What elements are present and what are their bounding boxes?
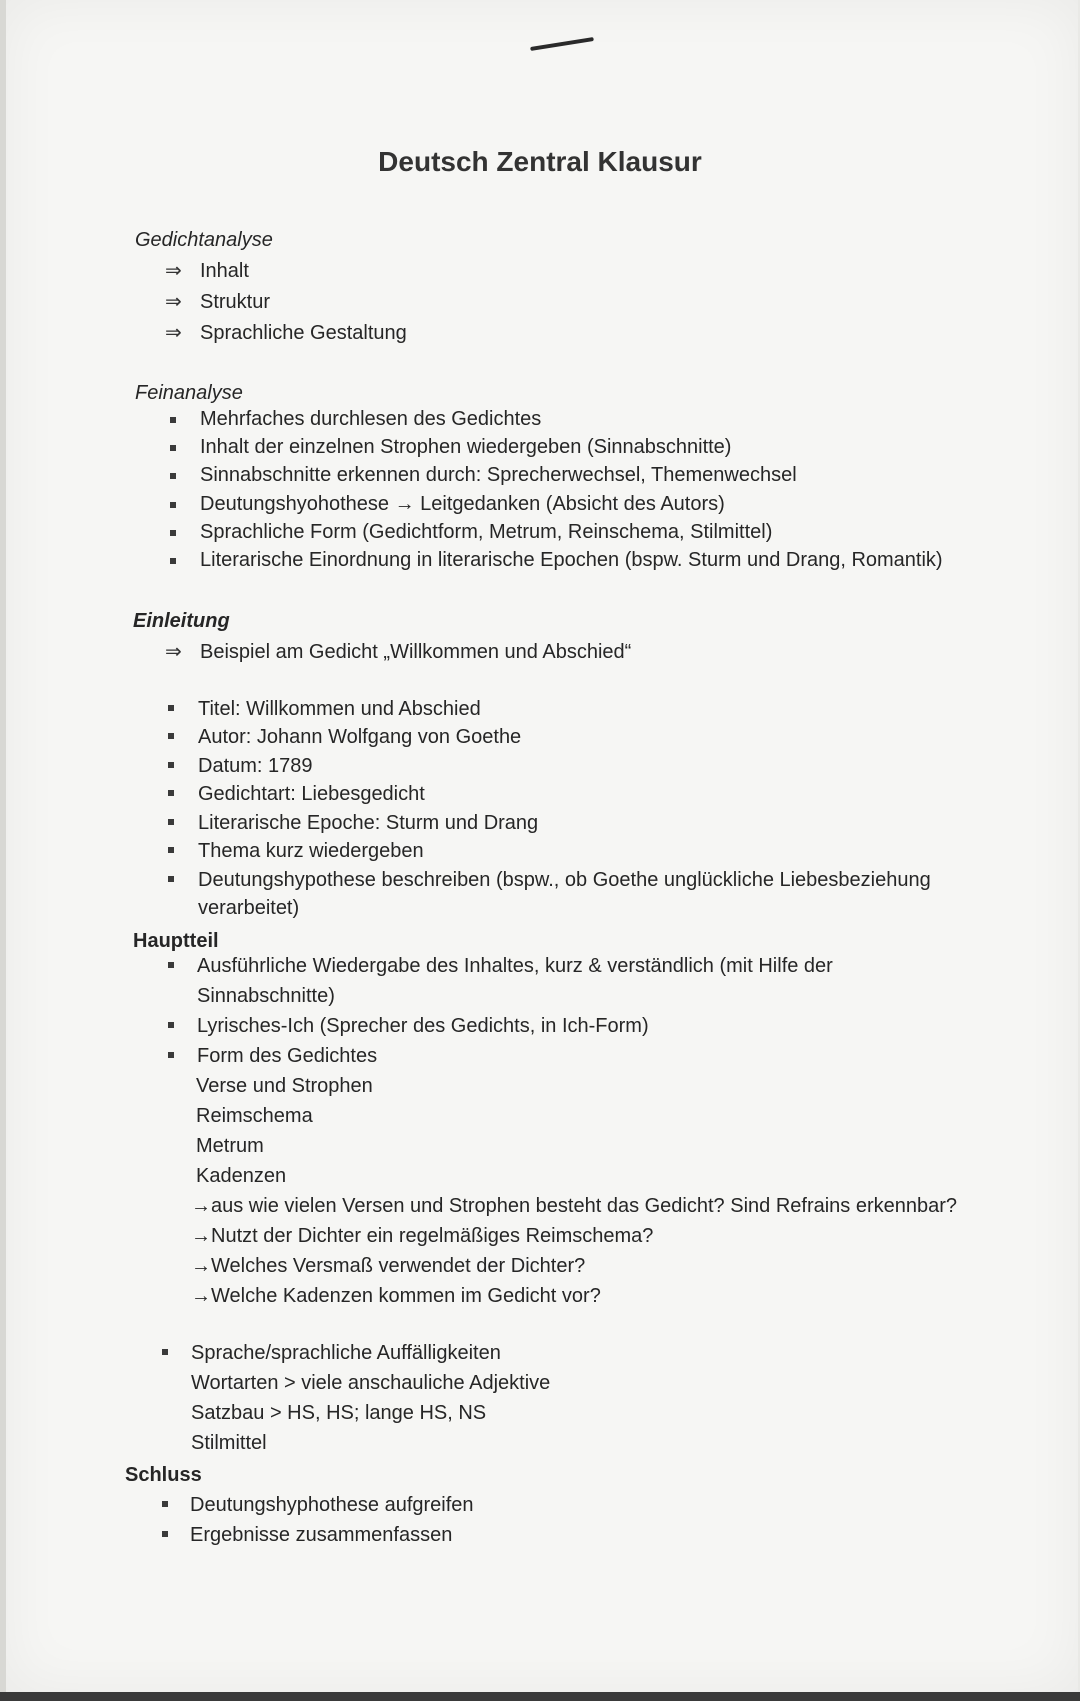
list-item: Datum: 1789: [198, 755, 313, 777]
section-heading-schluss: Schluss: [125, 1464, 202, 1486]
list-item: Thema kurz wiedergeben: [198, 840, 424, 862]
list-item: Form des Gedichtes: [197, 1045, 378, 1067]
bullet-icon: [162, 1531, 168, 1537]
question-line: →Welche Kadenzen kommen im Gedicht vor?: [191, 1285, 601, 1307]
list-item: Deutungshyohothese → Leitgedanken (Absicht des Autors): [200, 493, 725, 515]
question-line: →aus wie vielen Versen und Strophen besteht das Gedicht? Sind Refrains erkennbar?: [191, 1195, 958, 1217]
list-item: Sprachliche Form (Gedichtform, Metrum, Reinschema, Stilmittel): [200, 521, 773, 543]
list-item: Literarische Epoche: Sturm und Drang: [198, 812, 539, 834]
bullet-icon: [168, 847, 174, 853]
bullet-icon: [168, 819, 174, 825]
bullet-icon: [168, 762, 174, 768]
bullet-icon: [168, 705, 174, 711]
sprache-line: Stilmittel: [191, 1432, 267, 1454]
bullet-icon: [170, 502, 176, 508]
list-item: Lyrisches-Ich (Sprecher des Gedichts, in Ich-Form): [197, 1015, 649, 1037]
list-item-continuation: verarbeitet): [198, 897, 300, 919]
section-heading-feinanalyse: Feinanalyse: [135, 382, 243, 404]
list-item: Mehrfaches durchlesen des Gedichtes: [200, 408, 542, 430]
page-title: Deutsch Zentral Klausur: [378, 146, 702, 177]
list-item: Inhalt: [200, 260, 249, 282]
bullet-icon: [170, 445, 176, 451]
bullet-icon: [170, 473, 176, 479]
form-line: Reimschema: [196, 1105, 313, 1127]
list-item: Literarische Einordnung in literarische Epochen (bspw. Sturm und Drang, Romantik): [200, 549, 943, 571]
list-item: Struktur: [200, 291, 271, 313]
sprache-line: Wortarten > viele anschauliche Adjektive: [191, 1372, 551, 1394]
list-item: Sprache/sprachliche Auffälligkeiten: [191, 1342, 501, 1364]
bullet-icon: [170, 417, 176, 423]
section-heading-gedichtanalyse: Gedichtanalyse: [135, 229, 273, 251]
double-arrow-icon: ⇒: [165, 322, 182, 344]
sprache-line: Satzbau > HS, HS; lange HS, NS: [191, 1402, 487, 1424]
list-item: Deutungshyphothese aufgreifen: [190, 1494, 474, 1516]
list-item: Deutungshypothese beschreiben (bspw., ob Goethe unglückliche Liebesbeziehung: [198, 869, 931, 891]
bullet-icon: [168, 876, 174, 882]
bullet-icon: [168, 1052, 174, 1058]
list-item: Sprachliche Gestaltung: [200, 322, 407, 344]
list-item: Ergebnisse zusammenfassen: [190, 1524, 453, 1546]
double-arrow-icon: ⇒: [165, 641, 182, 663]
bullet-icon: [162, 1349, 168, 1355]
list-item: Titel: Willkommen und Abschied: [198, 698, 481, 720]
bullet-icon: [170, 530, 176, 536]
example-line: Beispiel am Gedicht „Willkommen und Abschied“: [200, 641, 632, 663]
bullet-icon: [168, 1022, 174, 1028]
bullet-icon: [168, 962, 174, 968]
section-heading-hauptteil: Hauptteil: [133, 930, 219, 952]
bullet-icon: [170, 558, 176, 564]
list-item: Sinnabschnitte erkennen durch: Sprecherwechsel, Themenwechsel: [200, 464, 797, 486]
bullet-icon: [168, 790, 174, 796]
form-line: Kadenzen: [196, 1165, 287, 1187]
double-arrow-icon: ⇒: [165, 260, 182, 282]
list-item: Ausführliche Wiedergabe des Inhaltes, kurz & verständlich (mit Hilfe der: [197, 955, 833, 977]
list-item-continuation: Sinnabschnitte): [197, 985, 335, 1007]
form-line: Verse und Strophen: [196, 1075, 373, 1097]
question-line: →Welches Versmaß verwendet der Dichter?: [191, 1255, 586, 1277]
section-heading-einleitung: Einleitung: [133, 610, 230, 632]
list-item: Autor: Johann Wolfgang von Goethe: [198, 726, 522, 748]
paper-sheet: [6, 0, 1078, 1692]
list-item: Inhalt der einzelnen Strophen wiedergeben (Sinnabschnitte): [200, 436, 732, 458]
double-arrow-icon: ⇒: [165, 291, 182, 313]
form-line: Metrum: [196, 1135, 264, 1157]
bullet-icon: [168, 733, 174, 739]
question-line: →Nutzt der Dichter ein regelmäßiges Reimschema?: [191, 1225, 654, 1247]
list-item: Gedichtart: Liebesgedicht: [198, 783, 425, 805]
bullet-icon: [162, 1501, 168, 1507]
page-bottom-edge: [0, 1692, 1080, 1701]
